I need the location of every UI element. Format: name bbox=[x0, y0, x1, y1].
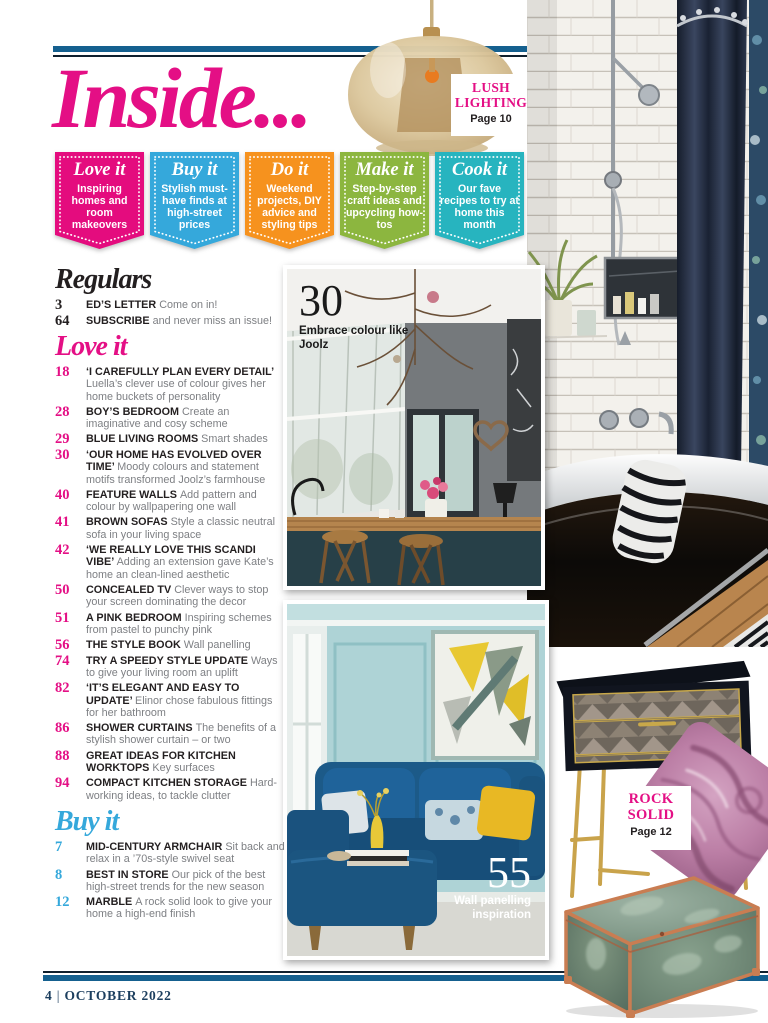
entry-page-number: 86 bbox=[55, 720, 70, 737]
entry-text bbox=[86, 433, 285, 446]
entry-text bbox=[86, 896, 285, 921]
entry-page-number: 18 bbox=[55, 364, 70, 380]
ribbon-row bbox=[55, 152, 527, 249]
entry-text bbox=[86, 406, 285, 431]
ribbon-title: Cook it bbox=[452, 160, 507, 180]
entry-text bbox=[86, 612, 285, 637]
living-caption: Wall panelling inspiration bbox=[454, 895, 531, 921]
kitchen-caption: Embrace colour like Joolz bbox=[299, 325, 409, 351]
footer-issue: OCTOBER 2022 bbox=[64, 988, 172, 1003]
entry-description: A rock solid look to give your home a high-end finish bbox=[86, 896, 273, 921]
kitchen-page-number: 30 bbox=[299, 276, 343, 325]
entry-text bbox=[86, 869, 285, 894]
entry-title: COMPACT KITCHEN STORAGE bbox=[86, 777, 250, 790]
contents-entry bbox=[55, 446, 285, 486]
entry-text bbox=[86, 299, 285, 312]
entry-title: SUBSCRIBE bbox=[86, 314, 153, 327]
ribbon-banner bbox=[340, 152, 429, 249]
contents-entry bbox=[55, 682, 285, 719]
lush-line1: LUSH bbox=[472, 80, 510, 95]
entry-text bbox=[86, 750, 285, 775]
ribbon-description: Our fave recipes to try at home this month bbox=[440, 183, 519, 231]
section-heading: Buy it bbox=[55, 805, 119, 837]
entry-list bbox=[55, 299, 285, 327]
entry-title: BROWN SOFAS bbox=[86, 516, 171, 529]
entry-page-number: 56 bbox=[55, 637, 70, 654]
ribbon-title: Love it bbox=[73, 160, 126, 180]
living-page-number: 55 bbox=[487, 848, 531, 897]
entry-page-number: 41 bbox=[55, 514, 70, 531]
contents-entry bbox=[55, 581, 285, 609]
ribbon-description: Step-by-step craft ideas and upcycling how-tos bbox=[345, 183, 424, 231]
ribbon-banner bbox=[55, 152, 144, 249]
rock-page: Page 12 bbox=[630, 826, 672, 838]
entry-page-number: 88 bbox=[55, 747, 70, 764]
contents-section bbox=[55, 805, 285, 921]
entry-title: BLUE LIVING ROOMS bbox=[86, 433, 202, 446]
entry-description: Luella’s clever use of colour gives her home buckets of personality bbox=[86, 378, 266, 403]
contents-section bbox=[55, 333, 285, 802]
living-room-photo bbox=[283, 600, 549, 960]
footer bbox=[45, 988, 172, 1004]
entry-text bbox=[86, 315, 285, 328]
lush-line2: LIGHTING bbox=[454, 94, 528, 110]
section-heading: Regulars bbox=[55, 264, 152, 295]
contents-entry bbox=[55, 838, 285, 866]
entry-list bbox=[55, 838, 285, 921]
entry-text bbox=[86, 584, 285, 609]
contents-column bbox=[55, 266, 285, 927]
entry-description: Smart shades bbox=[201, 433, 268, 446]
entry-title: CONCEALED TV bbox=[86, 583, 175, 596]
ribbon-title: Buy it bbox=[171, 160, 218, 180]
section-heading: Love it bbox=[55, 331, 127, 362]
entry-title: THE STYLE BOOK bbox=[86, 639, 184, 652]
living-page-label bbox=[436, 848, 531, 922]
entry-title: BOY’S BEDROOM bbox=[86, 405, 182, 418]
entry-description: Style a classic neutral sofa in your living space bbox=[86, 516, 275, 541]
ribbon-description: Weekend projects, DIY advice and styling tips bbox=[257, 183, 322, 231]
entry-page-number: 29 bbox=[55, 431, 70, 448]
entry-text bbox=[86, 516, 285, 541]
ribbon-banner bbox=[435, 152, 524, 249]
entry-page-number: 8 bbox=[55, 866, 63, 883]
entry-title: ‘WE REALLY LOVE THIS SCANDI VIBE’ bbox=[86, 544, 256, 569]
entry-text bbox=[86, 841, 285, 866]
entry-description: Inspiring schemes from pastel to punchy pink bbox=[86, 611, 272, 636]
entry-title: SHOWER CURTAINS bbox=[86, 722, 196, 735]
entry-title: ED’S LETTER bbox=[86, 299, 160, 311]
entry-title: FEATURE WALLS bbox=[86, 488, 180, 501]
entry-text bbox=[86, 544, 285, 581]
entry-page-number: 3 bbox=[55, 297, 63, 313]
contents-entry bbox=[55, 652, 285, 680]
entry-description: Adding an extension gave Kate’s home an clean-lined aesthetic bbox=[86, 556, 274, 581]
entry-title: TRY A SPEEDY STYLE UPDATE bbox=[86, 654, 251, 667]
contents-entry bbox=[55, 544, 285, 581]
rock-line1: ROCK bbox=[628, 791, 674, 807]
entry-description: Ways to give your living room an uplift bbox=[86, 654, 278, 679]
entry-text bbox=[86, 655, 285, 680]
contents-entry bbox=[55, 433, 285, 446]
contents-entry bbox=[55, 896, 285, 921]
entry-title: MARBLE bbox=[86, 896, 136, 909]
entry-title: ‘OUR HOME HAS EVOLVED OVER TIME’ bbox=[86, 448, 262, 474]
entry-text bbox=[86, 777, 285, 802]
ribbon-description: Stylish must-have finds at high-street prices bbox=[161, 183, 228, 231]
entry-title: BEST IN STORE bbox=[86, 868, 172, 881]
contents-entry bbox=[55, 747, 285, 775]
entry-text bbox=[86, 449, 285, 486]
entry-title: MID-CENTURY ARMCHAIR bbox=[86, 840, 226, 853]
entry-page-number: 51 bbox=[55, 609, 70, 626]
entry-list bbox=[55, 366, 285, 802]
entry-title: ‘I CAREFULLY PLAN EVERY DETAIL’ bbox=[86, 366, 274, 378]
entry-page-number: 74 bbox=[55, 652, 70, 669]
rock-solid-callout bbox=[611, 786, 691, 850]
contents-entry bbox=[55, 486, 285, 514]
marble-trunk-product bbox=[552, 868, 768, 1020]
entry-description: Our pick of the best high-street trends for the new season bbox=[86, 868, 266, 893]
entry-description: Wall panelling bbox=[183, 639, 251, 652]
entry-page-number: 12 bbox=[55, 894, 70, 911]
contents-entry bbox=[55, 312, 285, 329]
entry-title: ‘IT’S ELEGANT AND EASY TO UPDATE’ bbox=[86, 682, 240, 707]
entry-page-number: 30 bbox=[55, 446, 70, 463]
entry-description: The benefits of a stylish shower curtain – or two bbox=[86, 722, 277, 747]
contents-entry bbox=[55, 366, 285, 403]
entry-description: Hard-working ideas, to tackle clutter bbox=[86, 777, 277, 802]
entry-description: Add pattern and colour by wallpapering one wall bbox=[86, 488, 257, 514]
entry-page-number: 82 bbox=[55, 680, 70, 697]
ribbon-title: Make it bbox=[355, 160, 414, 180]
bathroom-photo bbox=[527, 0, 768, 647]
footer-separator: | bbox=[56, 988, 60, 1003]
ribbon-description: Inspiring homes and room makeovers bbox=[71, 183, 128, 231]
entry-page-number: 64 bbox=[55, 312, 70, 329]
contents-entry bbox=[55, 639, 285, 652]
entry-text bbox=[86, 366, 285, 403]
contents-entry bbox=[55, 866, 285, 894]
contents-section bbox=[55, 266, 285, 327]
entry-text bbox=[86, 489, 285, 514]
contents-entry bbox=[55, 722, 285, 747]
entry-description: Come on in! bbox=[159, 299, 218, 311]
entry-description: Sit back and relax in a ’70s-style swivel seat bbox=[86, 840, 285, 866]
footer-page-number: 4 bbox=[45, 988, 52, 1003]
entry-page-number: 40 bbox=[55, 486, 70, 503]
ribbon-title: Do it bbox=[270, 160, 309, 180]
contents-entry bbox=[55, 516, 285, 541]
entry-title: GREAT IDEAS FOR KITCHEN WORKTOPS bbox=[86, 749, 236, 775]
entry-text bbox=[86, 639, 285, 652]
page-title: Inside... bbox=[52, 50, 310, 146]
entry-description: Moody colours and statement motifs transformed Joolz’s farmhouse bbox=[86, 461, 266, 486]
entry-description: Clever ways to stop your screen dominating the decor bbox=[86, 583, 269, 609]
lush-lighting-callout bbox=[451, 74, 531, 136]
entry-text bbox=[86, 682, 285, 719]
contents-entry bbox=[55, 299, 285, 312]
entry-description: Create an imaginative and cosy scheme bbox=[86, 405, 230, 431]
entry-page-number: 42 bbox=[55, 542, 70, 559]
entry-title: A PINK BEDROOM bbox=[86, 611, 185, 624]
entry-page-number: 94 bbox=[55, 775, 70, 792]
contents-entry bbox=[55, 609, 285, 637]
contents-entry bbox=[55, 777, 285, 802]
kitchen-page-label bbox=[299, 276, 414, 352]
contents-entry bbox=[55, 403, 285, 431]
entry-page-number: 28 bbox=[55, 403, 70, 420]
kitchen-photo bbox=[283, 265, 545, 590]
entry-description: Elinor chose fabulous fittings for her bathroom bbox=[86, 694, 273, 719]
entry-description: Key surfaces bbox=[152, 762, 215, 775]
ribbon-banner bbox=[245, 152, 334, 249]
entry-description: and never miss an issue! bbox=[152, 314, 273, 327]
lush-page: Page 10 bbox=[470, 113, 512, 125]
entry-text bbox=[86, 722, 285, 747]
ribbon-banner bbox=[150, 152, 239, 249]
entry-page-number: 50 bbox=[55, 581, 70, 598]
rock-line2: SOLID bbox=[627, 806, 675, 823]
entry-page-number: 7 bbox=[55, 838, 63, 855]
